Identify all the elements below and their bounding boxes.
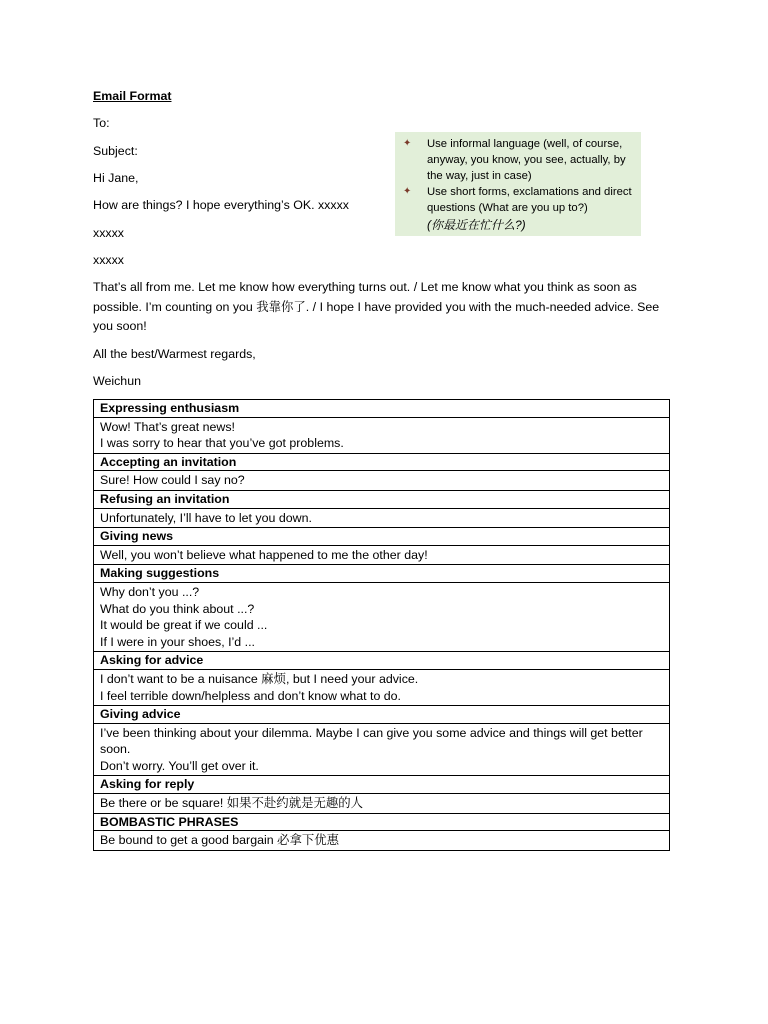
section-body bbox=[94, 669, 670, 705]
section-body-row bbox=[94, 669, 670, 705]
body-placeholder-2: xxxxx bbox=[93, 253, 124, 267]
section-body-row bbox=[94, 417, 670, 453]
tip-text: Use informal language (well, of course, anyway, you know, you see, actually, by the way, just in case) bbox=[427, 138, 626, 182]
section-heading-row bbox=[94, 490, 670, 508]
greeting: Hi Jane, bbox=[93, 171, 139, 185]
phrase-line: Unfortunately, I’ll have to let you down. bbox=[100, 510, 312, 525]
section-body-row bbox=[94, 794, 670, 814]
phrase-line: Wow! That’s great news! bbox=[100, 419, 235, 434]
phrase-line: Why don’t you ...? bbox=[100, 584, 200, 599]
body-placeholder-1: xxxxx bbox=[93, 226, 124, 240]
opening-line: How are things? I hope everything’s OK. xxxxx bbox=[93, 198, 349, 212]
section-body bbox=[94, 582, 670, 651]
to-label: To: bbox=[93, 116, 110, 130]
section-body bbox=[94, 417, 670, 453]
bullet-arrow-icon: ✦ bbox=[403, 138, 412, 149]
phrase-line: I was sorry to hear that you’ve got problems. bbox=[100, 436, 344, 451]
phrase-line: If I were in your shoes, I’d ... bbox=[100, 634, 255, 649]
section-heading-row bbox=[94, 528, 670, 546]
sign-off: All the best/Warmest regards, bbox=[93, 347, 256, 361]
section-heading: Accepting an invitation bbox=[94, 453, 670, 471]
phrase-line: Well, you won’t believe what happened to me the other day! bbox=[100, 547, 428, 562]
section-heading: Asking for advice bbox=[94, 652, 670, 670]
phrase-line: I’ve been thinking about your dilemma. Maybe I can give you some advice and things will get better soon. bbox=[100, 725, 643, 757]
section-body-row bbox=[94, 723, 670, 776]
phrase-line: What do you think about ...? bbox=[100, 601, 255, 616]
subject-label: Subject: bbox=[93, 144, 138, 158]
closing-paragraph: That’s all from me. Let me know how everything turns out. / Let me know what you think as soon as possible. I’m counting on you 我靠你了. / I hope I have provided you with the much-needed advice. See you soon! bbox=[93, 280, 660, 333]
section-body bbox=[94, 471, 670, 491]
phrase-line: I feel terrible down/helpless and don’t know what to do. bbox=[100, 688, 401, 703]
phrases-table bbox=[93, 399, 670, 851]
section-heading-row bbox=[94, 453, 670, 471]
section-heading: Giving advice bbox=[94, 706, 670, 724]
section-body-row bbox=[94, 831, 670, 851]
tip-chinese-note: (你最近在忙什么?) bbox=[427, 218, 526, 232]
section-body bbox=[94, 794, 670, 814]
section-body bbox=[94, 831, 670, 851]
section-body-row bbox=[94, 508, 670, 528]
section-body bbox=[94, 508, 670, 528]
section-body-row bbox=[94, 545, 670, 565]
section-body-row bbox=[94, 582, 670, 651]
phrase-line: I don’t want to be a nuisance 麻烦, but I need your advice. bbox=[100, 671, 419, 686]
tip-item bbox=[403, 184, 633, 216]
section-heading-row bbox=[94, 652, 670, 670]
phrase-line: Sure! How could I say no? bbox=[100, 473, 245, 488]
bullet-arrow-icon: ✦ bbox=[403, 186, 412, 197]
section-heading-row bbox=[94, 706, 670, 724]
section-heading-row bbox=[94, 776, 670, 794]
section-body bbox=[94, 545, 670, 565]
section-heading: Making suggestions bbox=[94, 565, 670, 583]
section-body bbox=[94, 723, 670, 776]
email-format-title: Email Format bbox=[93, 89, 172, 103]
phrase-line: Be there or be square! 如果不赴约就是无趣的人 bbox=[100, 796, 364, 811]
phrase-line: It would be great if we could ... bbox=[100, 618, 268, 633]
phrase-line: Don’t worry. You’ll get over it. bbox=[100, 758, 259, 773]
section-heading-row bbox=[94, 400, 670, 418]
section-heading: Expressing enthusiasm bbox=[94, 400, 670, 418]
phrase-line: Be bound to get a good bargain 必拿下优惠 bbox=[100, 833, 340, 848]
section-heading-row bbox=[94, 565, 670, 583]
tip-item bbox=[403, 136, 633, 184]
section-heading: Asking for reply bbox=[94, 776, 670, 794]
tip-text: Use short forms, exclamations and direct questions (What are you up to?) bbox=[427, 186, 632, 214]
section-heading: Refusing an invitation bbox=[94, 490, 670, 508]
section-heading: BOMBASTIC PHRASES bbox=[94, 813, 670, 831]
section-heading-row bbox=[94, 813, 670, 831]
tips-box bbox=[395, 132, 641, 236]
signature: Weichun bbox=[93, 374, 141, 388]
section-heading: Giving news bbox=[94, 528, 670, 546]
section-body-row bbox=[94, 471, 670, 491]
